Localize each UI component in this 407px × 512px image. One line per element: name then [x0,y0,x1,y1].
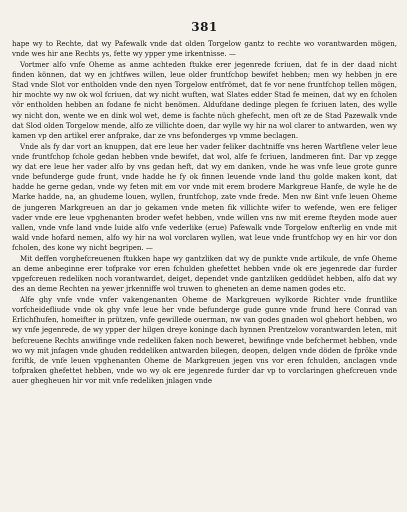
paragraph-5: Alfe ghy vnfe vnde vnfer vakengenanten Oheme de Markgreuen wylkorde Richter vnde fruntlike vorfcheidefliude vnde ok ghy vnfe leue her vnde befunderge gude gunre vnde frund here Conrad van Erlichfhufen, homeifter in prützen, vnfe gewillede ouerman, nw van godes gnaden wol ghehort hebben, wo wy vnfe jegenrede, de wy ypper der hilgen dreye koninge dach hynnen Prentzelow vorantwarden leten, mit befcreuene Rechts anwifinge vnde redeliken faken noch beweret, bewifinge vnde befchermet hebben, vnde wo wy mit jnfagen vnde ghuden reddeliken antwarden bilegen, deopen, delgen vnde döden de fprôke vnde fcriftk, de vnfe leuen vpghenanten Oheme de Markgreuen jegen vns vor eren fchulden, anclagen vnde tofpraken ghefettet hebben, vnde wo wy ok ere jegenrede furder dar vp to vorclaringen ghefcreuen vnde auer ghegheuen hir vor mit vnfe redeliken jnlagen vnde [12,294,397,386]
paragraph-2: Vortmer alfo vnfe Oheme as anme achteden ftukke erer jegenrede fcriuen, dat fe in der daad nicht finden können, dat wy en jchtfwes willen, leue older fruntfchop bewifet hebben; men wy hebben jn ere Stad vnde Slot vor entholden vnde den nyen Torgelow entfrömet, dat fe vor nene fruntfchop tellen mögen, hir mochte wy nw ok wol fcriuen, dat wy nicht wuften, wat Slates edder Stad fe meinen, dat wy en fcholen vör entholden hebben an fodane fe nicht benömen. Aldufdane dedinge plegen fe fcriuen laten, des wylle wy nicht don, wente we en dink wol wet, deme is fachte nüch ghefecht, men oft ze de Stad Pazewalk vnde dat Slod olden Torgelow mende, alfo ze villichte doen, dar wylle wy hir na wol clarer to antwarden, wen wy kamen vp den artikel erer anfprake, dar ze vns befonderges vp vmme beclagen. [12,59,397,140]
page-number: 381 [191,20,218,34]
paragraph-1: hape wy to Rechte, dat wy Pafewalk vnde dat olden Torgelow gantz to rechte wo vorantwarden mögen, vnde wes hir ane Rechts ys, fette wy ypper yme irkentnisse. — [12,39,397,59]
paragraph-3: Vnde als fy dar vort an knuppen, dat ere leue her vader feliker dachtniffe vns heren Wartflene veler leue vnde fruntfchop fchole gedan hebben vnde bewifet, dat wol, alfe fe fcriuen, landmeren fint. Dar vp zegge wy dat ere leue her vader alfo by vns gedan heft, dat wy em danken, vnde he was vnfe leue grote gunre vnde befunderge gude frunt, vnde hadde he fy ok finnen leuende vnde land thu golde maken kont, dat hadde he gerne gedan, vnde wy feten mit em vor vnde mit erem brodere Markgreue Hanfe, de wyle he de Marke hadde, na, an ghudeme louen, wyllen, fruntfchop, zate vnde frede. Men nw ßint vnfe leuen Oheme de jungeren Markgreuen an dar jo gekamen vnde meten fik villichte wifer to wefende, wen ere feliger vader vnde ere leue vpghenanten broder wefet hebben, vnde willen vns nw mit ereme fteyden mode auer vallen, vnde vnfe land vnde luide alfo vnfe vederlike (erue) Pafewalk vnde Torgelow enfterlig en vnde mit wald vnde hofard nemen, alfo wy hir na wol vorclaren wyllen, wat leue vnde fruntfchop wy en hir vor don fcholen, des kone wy nicht begripen. — [12,141,397,253]
paragraph-4: Mit deffen vorghefcreuenen ftukken hape wy gantzliken dat wy de punkte vnde artikule, de vnfe Oheme an deme anbeginne erer tofprake vor eren fchulden ghefettet hebben vnde ok ere jegenrede dar furder vpgefcreuen redeliken noch vorantwardet, deiget, dependet vnde gantzliken geddüdet hebben, alfo dat wy des an deme Rechten na yewer jrkenniffe wol truwen to gheneten an deme namen godes etc. [12,253,397,294]
